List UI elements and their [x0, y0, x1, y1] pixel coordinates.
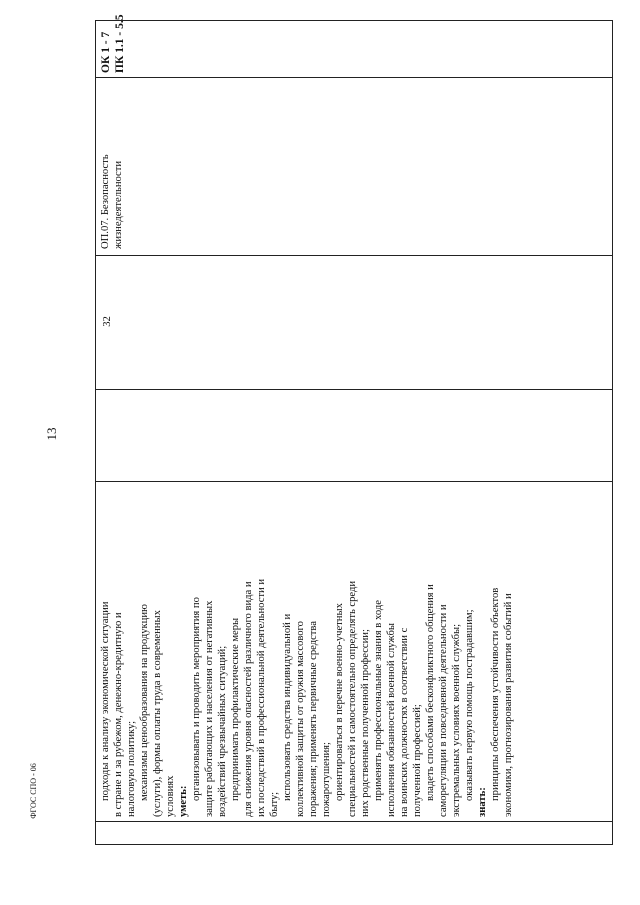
discipline-line: жизнедеятельности: [113, 160, 124, 249]
content-line: применять профессиональные знания в ходе: [373, 600, 384, 801]
content-line: налоговую политику;: [126, 720, 137, 817]
content-line: экономики, прогнозирования развития событий и: [503, 593, 514, 817]
content-cell: [95, 481, 613, 821]
competence-code: ПК 1.1 - 5.5: [114, 14, 126, 73]
content-line: них родственные полученной профессии;: [360, 629, 371, 817]
content-line: ориентироваться в перечне военно-учетных: [334, 603, 345, 801]
content-line: защите работающих и населения от негативных: [204, 600, 215, 817]
competence-code: ОК 1 - 7: [100, 31, 112, 73]
content-line: исполнения обязанностей военной службы: [386, 623, 397, 817]
hours-value: 32: [102, 316, 113, 327]
content-line: оказывать первую помощь пострадавшим;: [464, 609, 475, 801]
content-line: уметь:: [178, 785, 189, 817]
content-line: условиях: [165, 775, 176, 817]
content-line: полученной профессией;: [412, 704, 423, 817]
content-line: саморегуляции в повседневной деятельности и: [438, 604, 449, 817]
content-line: поражения; применять первичные средства: [308, 621, 319, 817]
content-line: коллективной защиты от оружия массового: [295, 621, 306, 817]
content-line: для снижения уровня опасностей различного вида и: [243, 581, 254, 817]
competence-cell: [95, 14, 613, 77]
content-line: на воинских должностях в соответствии с: [399, 627, 410, 817]
content-line: (услуги), формы оплаты труда в современных: [152, 610, 163, 817]
page-number: 13: [44, 427, 59, 441]
content-line: организовывать и проводить мероприятия по: [191, 597, 202, 801]
content-line: их последствий в профессиональной деятельности и: [256, 578, 267, 817]
content-line: знать:: [477, 787, 488, 817]
total-hours-cell: [95, 389, 613, 481]
content-line: принципы обеспечения устойчивости объектов: [490, 587, 501, 801]
discipline-cell: [95, 77, 613, 255]
content-line: специальностей и самостоятельно определять среди: [347, 580, 358, 817]
hours-cell: [95, 255, 613, 389]
index-cell: [95, 821, 613, 845]
rotated-table: [95, 14, 613, 845]
content-line: воздействий чрезвычайных ситуаций;: [217, 645, 228, 817]
content-line: в стране и за рубежом, денежно-кредитную и: [113, 612, 124, 817]
content-line: быту;: [269, 791, 280, 817]
discipline-line: ОП.07. Безопасность: [100, 154, 111, 249]
content-line: подходы к анализу экономической ситуации: [100, 601, 111, 801]
content-line: пожаротушения;: [321, 742, 332, 817]
footer-code: ФГОС СПО - 06: [29, 763, 38, 819]
content-line: использовать средства индивидуальной и: [282, 613, 293, 801]
content-line: механизмы ценообразования на продукцию: [139, 604, 150, 801]
content-line: экстремальных условиях военной службы;: [451, 623, 462, 817]
total-hours-value: [95, 390, 97, 481]
content-line: предпринимать профилактические меры: [230, 617, 241, 801]
content-line: владеть способами бесконфликтного общения и: [425, 584, 436, 801]
